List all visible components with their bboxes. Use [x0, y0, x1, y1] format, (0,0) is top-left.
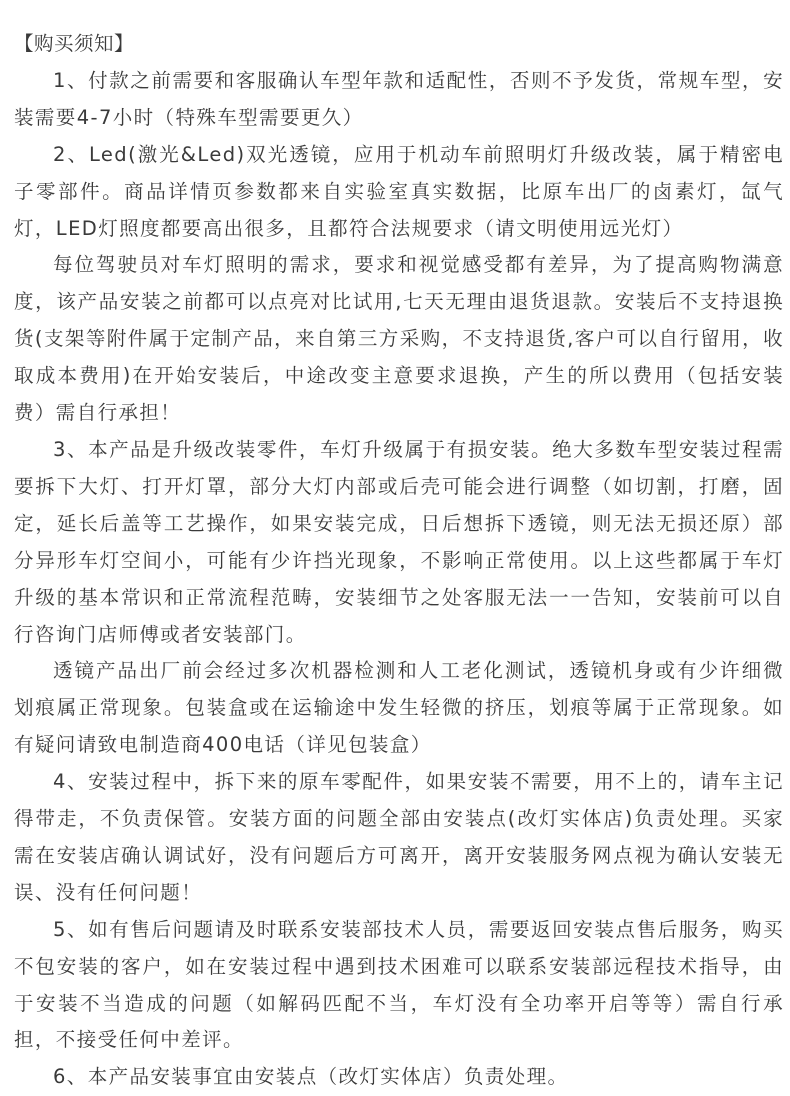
notice-item-5: 5、如有售后问题请及时联系安装部技术人员，需要返回安装点售后服务，购买不包安装的客户，如在安装过程中遇到技术困难可以联系安装部远程技术指导，由于安装不当造成的问题（如解码匹配不当，车灯没有全功率开启等等）需自行承担，不接受任何中差评。	[14, 917, 784, 1052]
notice-item-2-satisfaction: 每位驾驶员对车灯照明的需求，要求和视觉感受都有差异，为了提高购物满意度，该产品安装之前都可以点亮对比试用,七天无理由退货退款。安装后不支持退换货(支架等附件属于定制产品，来自第三方采购，不支持退货,客户可以自行留用，收取成本费用)在开始安装后，中途改变主意要求退换，产生的所以费用（包括安装费）需自行承担！	[14, 253, 784, 425]
notice-item-6: 6、本产品安装事宜由安装点（改灯实体店）负责处理。	[53, 1065, 569, 1089]
notice-item-3-inspection: 透镜产品出厂前会经过多次机器检测和人工老化测试，透镜机身或有少许细微划痕属正常现象。包装盒或在运输途中发生轻微的挤压，划痕等属于正常现象。如有疑问请致电制造商400电话（详见包装盒）	[14, 659, 784, 757]
purchase-notice	[14, 26, 784, 1096]
notice-item-4: 4、安装过程中，拆下来的原车零配件，如果安装不需要，用不上的，请车主记得带走，不负责保管。安装方面的问题全部由安装点(改灯实体店)负责处理。买家需在安装店确认调试好，没有问题后方可离开，离开安装服务网点视为确认安装无误、没有任何问题！	[14, 770, 784, 904]
notice-heading: 【购买须知】	[14, 32, 135, 55]
notice-item-2: 2、Led(激光&Led)双光透镜，应用于机动车前照明灯升级改装，属于精密电子零部件。商品详情页参数都来自实验室真实数据，比原车出厂的卤素灯，氙气灯，LED灯照度都要高出很多，且都符合法规要求（请文明使用远光灯）	[14, 142, 784, 240]
notice-item-1: 1、付款之前需要和客服确认车型年款和适配性，否则不予发货，常规车型，安装需要4-7小时（特殊车型需要更久）	[14, 68, 784, 129]
notice-item-3: 3、本产品是升级改装零件，车灯升级属于有损安装。绝大多数车型安装过程需要拆下大灯、打开灯罩，部分大灯内部或后壳可能会进行调整（如切割，打磨，固定，延长后盖等工艺操作，如果安装完成，日后想拆下透镜，则无法无损还原）部分异形车灯空间小，可能有少许挡光现象，不影响正常使用。以上这些都属于车灯升级的基本常识和正常流程范畴，安装细节之处客服无法一一告知，安装前可以自行咨询门店师傅或者安装部门。	[14, 437, 784, 646]
